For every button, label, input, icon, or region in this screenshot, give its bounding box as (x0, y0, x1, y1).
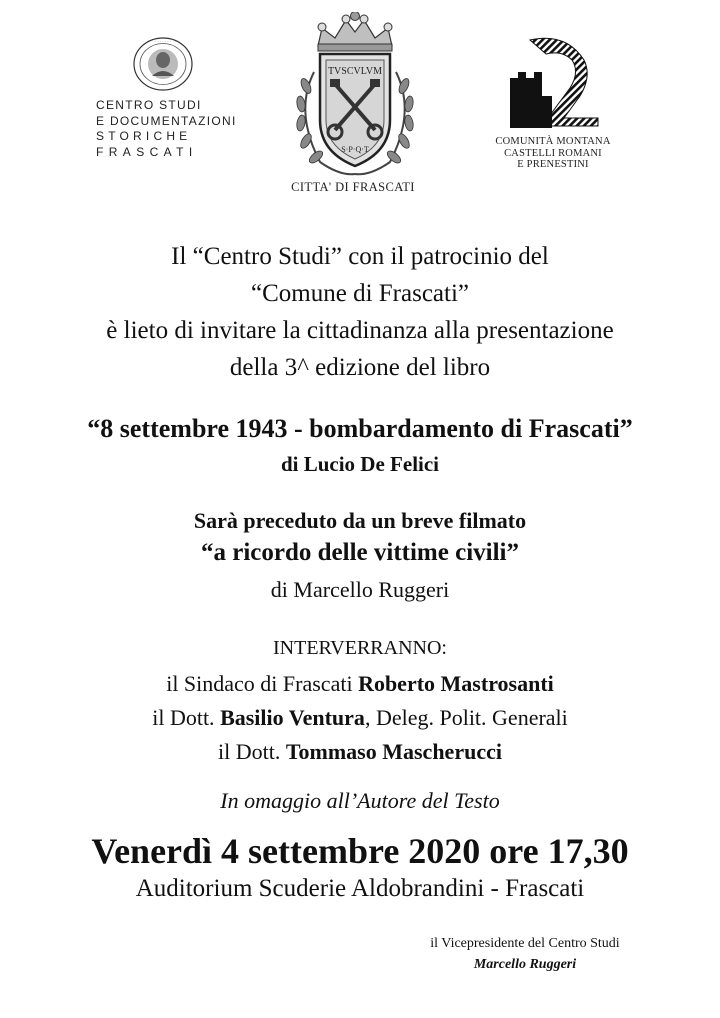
homage-note: In omaggio all’Autore del Testo (220, 788, 500, 813)
speaker-2-prefix: il Dott. (152, 705, 221, 730)
comunita-montana-tower-icon (488, 36, 618, 132)
speaker-line-1 (0, 671, 720, 697)
frascati-crest (280, 12, 430, 185)
centro-studi-line-3: STORICHE (96, 129, 192, 143)
crest-band: S·P·Q·T (341, 145, 369, 154)
speaker-2-name: Basilio Ventura (220, 705, 365, 730)
header-logos (0, 0, 720, 205)
speaker-1-prefix: il Sindaco di Frascati (166, 671, 359, 696)
centro-studi-line-2: E DOCUMENTAZIONI (96, 113, 237, 128)
comunita-montana-line-2: CASTELLI ROMANI (504, 147, 602, 159)
speaker-3-name: Tommaso Mascherucci (285, 739, 502, 764)
crest-motto: TVSCVLVM (327, 66, 383, 77)
intro-line-3: è lieto di invitare la cittadinanza alla presentazione (106, 317, 614, 344)
speaker-line-3 (0, 739, 720, 765)
speaker-2-suffix: , Deleg. Polit. Generali (364, 705, 568, 730)
speaker-1-name: Roberto Mastrosanti (358, 671, 554, 696)
intro-line-2: “Comune di Frascati” (251, 280, 469, 307)
intro-line-4: della 3^ edizione del libro (229, 354, 491, 381)
centro-studi-logo (96, 36, 237, 160)
centro-studi-line-1: CENTRO STUDI (96, 98, 202, 112)
comunita-montana-text (488, 136, 618, 171)
comunita-montana-logo (488, 36, 618, 170)
speaker-3-prefix: il Dott. (218, 739, 286, 764)
film-title: “a ricordo delle vittime civili” (201, 539, 519, 566)
signature-name: Marcello Ruggeri (473, 957, 577, 972)
event-venue: Auditorium Scuderie Aldobrandini - Frascati (135, 875, 585, 902)
event-date: Venerdì 4 settembre 2020 ore 17,30 (91, 831, 629, 871)
speakers-heading: INTERVERRANNO: (273, 637, 447, 659)
film-author: di Marcello Ruggeri (270, 577, 450, 602)
speaker-line-2 (0, 705, 720, 731)
film-intro: Sarà preceduto da un breve filmato (193, 508, 527, 533)
book-author: di Lucio De Felici (280, 452, 440, 476)
centro-studi-line-4: FRASCATI (96, 144, 198, 159)
frascati-crest-caption: CITTA' DI FRASCATI (291, 180, 415, 194)
comunita-montana-line-1: COMUNITÀ MONTANA (495, 136, 611, 147)
frascati-coat-of-arms-icon (280, 12, 430, 180)
book-title: “8 settembre 1943 - bombardamento di Frascati” (87, 414, 633, 443)
centro-studi-text (96, 98, 237, 160)
intro-line-1: Il “Centro Studi” con il patrocinio del (171, 243, 549, 270)
centro-studi-medallion-icon (132, 36, 194, 92)
svg-text:· · · · · · ·: · · · · · · · (155, 39, 171, 44)
comunita-montana-line-3: E PRENESTINI (517, 159, 589, 170)
signature-role: il Vicepresidente del Centro Studi (430, 936, 620, 951)
